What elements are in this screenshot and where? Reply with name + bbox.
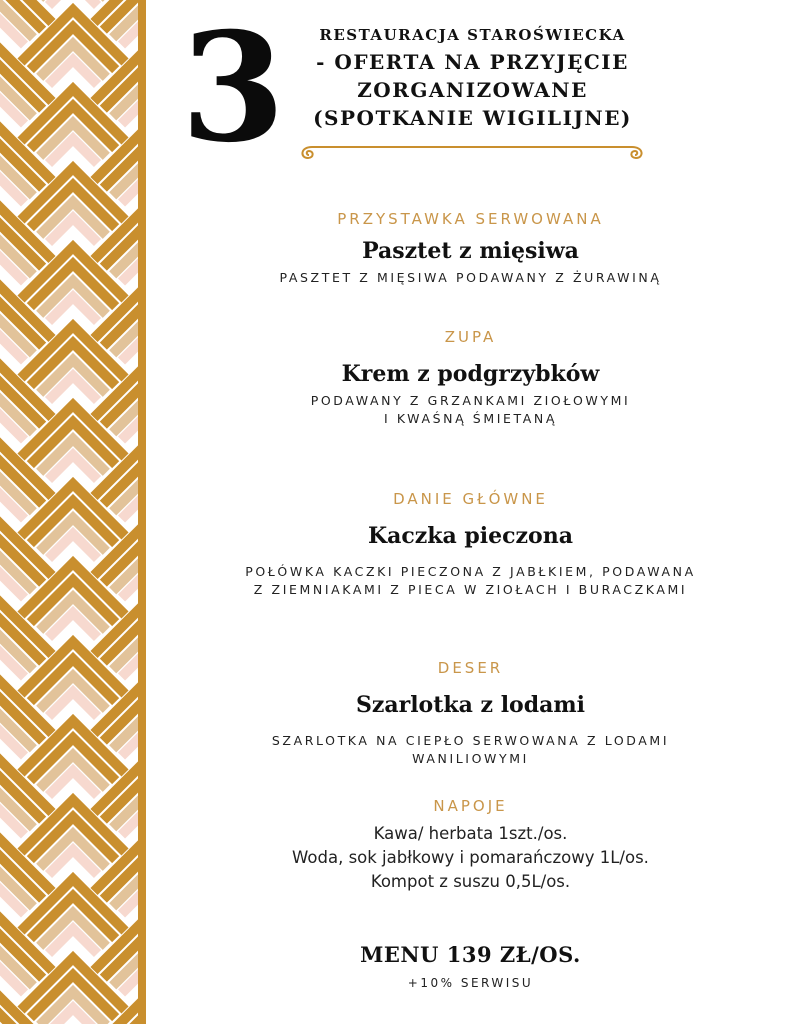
- course-description-dessert-line-1: SZARLOTKA NA CIEPŁO SERWOWANA Z LODAMI: [271, 733, 670, 748]
- course-category-starter: PRZYSTAWKA SERWOWANA: [337, 210, 604, 228]
- course-dish-starter: Pasztet z mięsiwa: [362, 238, 579, 264]
- pattern-border: [138, 0, 146, 1024]
- course-dish-dessert: Szarlotka z lodami: [355, 692, 586, 718]
- geometric-chevron-pattern: [0, 0, 146, 1024]
- drink-item-coffee-tea: Kawa/ herbata 1szt./os.: [373, 824, 568, 843]
- course-description-soup-line-1: PODAWANY Z GRZANKAMI ZIOŁOWYMI: [310, 393, 631, 408]
- decorative-pattern-panel: [0, 0, 146, 1024]
- course-category-dessert: DESER: [437, 659, 504, 677]
- course-description-soup-line-2: I KWAŚNĄ ŚMIETANĄ: [383, 411, 558, 426]
- course-description-starter: PASZTET Z MIĘSIWA PODAWANY Z ŻURAWINĄ: [279, 270, 662, 285]
- title-line-event: (SPOTKANIE WIGILIJNE): [313, 106, 632, 130]
- menu-number: 3: [180, 0, 286, 176]
- title-line-restaurant: RESTAURACJA STAROŚWIECKA: [319, 26, 626, 44]
- drinks-category: NAPOJE: [433, 797, 508, 815]
- course-dish-main: Kaczka pieczona: [368, 523, 573, 549]
- title-line-offer: - OFERTA NA PRZYJĘCIE: [316, 50, 629, 74]
- scroll-ornament-divider: [298, 138, 646, 162]
- course-description-dessert-line-2: WANILIOWYMI: [412, 751, 529, 766]
- course-category-soup: ZUPA: [444, 328, 497, 346]
- drink-item-compote: Kompot z suszu 0,5L/os.: [370, 872, 571, 891]
- course-category-main: DANIE GŁÓWNE: [393, 490, 548, 508]
- service-charge: +10% SERWISU: [407, 976, 534, 990]
- menu-price: MENU 139 ZŁ/OS.: [360, 942, 581, 967]
- course-dish-soup: Krem z podgrzybków: [341, 361, 600, 387]
- drink-item-water-juice: Woda, sok jabłkowy i pomarańczowy 1L/os.: [292, 848, 649, 867]
- course-description-main-line-2: Z ZIEMNIAKAMI Z PIECA W ZIOŁACH I BURACZKAMI: [253, 582, 688, 597]
- title-line-organized: ZORGANIZOWANE: [357, 78, 588, 102]
- course-description-main-line-1: POŁÓWKA KACZKI PIECZONA Z JABŁKIEM, PODAWANA: [245, 564, 696, 579]
